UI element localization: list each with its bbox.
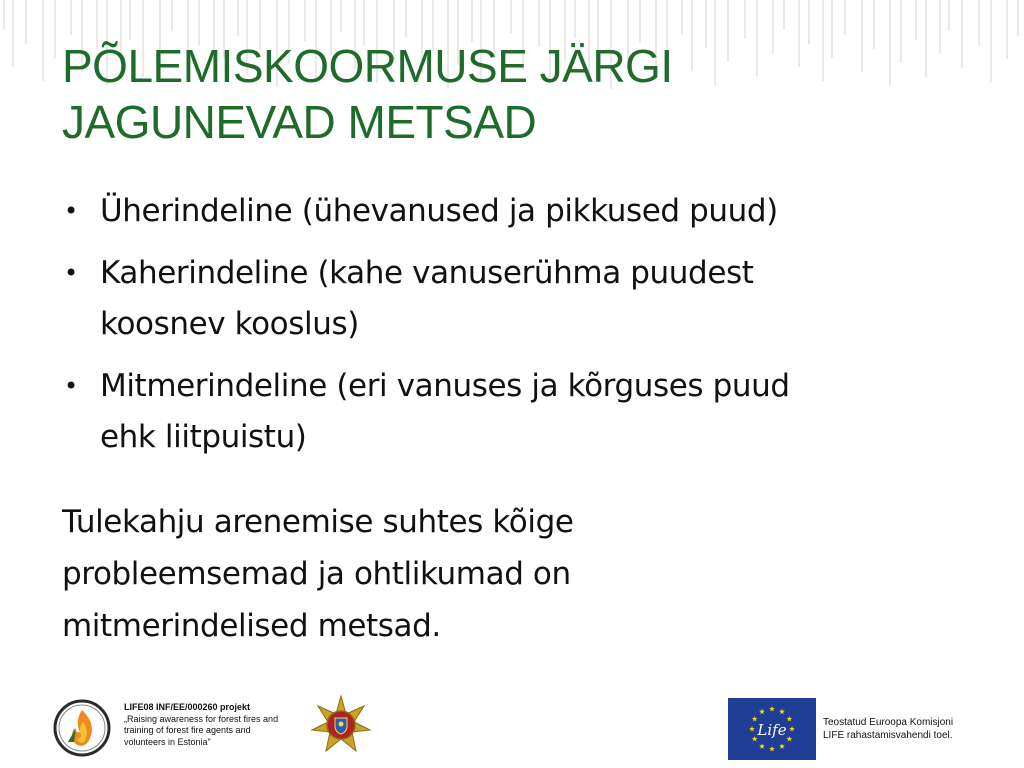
slide-title-line: PÕLEMISKOORMUSE JÄRGI bbox=[62, 40, 673, 92]
footer bbox=[0, 690, 1024, 768]
funding-line: Teostatud Euroopa Komisjoni bbox=[823, 717, 954, 728]
bullet-list bbox=[62, 186, 982, 474]
bullet-item bbox=[62, 248, 982, 350]
project-desc-line: volunteers in Estonia" bbox=[124, 736, 211, 747]
slide-title bbox=[62, 38, 1002, 150]
bullet-text: koosnev kooslus) bbox=[100, 306, 359, 342]
slide-title-line: JAGUNEVAD METSAD bbox=[62, 96, 537, 148]
bullet-text: Üherindeline (ühevanused ja pikkused puud) bbox=[100, 193, 778, 229]
bullet-text: ehk liitpuistu) bbox=[100, 419, 307, 455]
paragraph-line: Tulekahju arenemise suhtes kõige bbox=[62, 504, 574, 540]
bullet-text: Kaherindeline (kahe vanuserühma puudest bbox=[100, 255, 754, 291]
project-desc-line: training of forest fire agents and bbox=[124, 725, 251, 735]
bullet-text: Mitmerindeline (eri vanuses ja kõrguses puud bbox=[100, 368, 790, 404]
funding-note bbox=[823, 717, 1003, 742]
project-desc-line: „Raising awareness for forest fires and bbox=[124, 713, 279, 724]
eu-logo-text: Life bbox=[757, 721, 787, 739]
project-info bbox=[124, 702, 309, 748]
rescue-board-emblem-icon bbox=[310, 694, 372, 756]
bullet-dot: • bbox=[64, 197, 78, 225]
funding-line: LIFE rahastamisvahendi toel. bbox=[823, 729, 953, 741]
paragraph-line: mitmerindelised metsad. bbox=[62, 608, 441, 644]
bullet-dot: • bbox=[64, 259, 78, 287]
forest-fire-logo-icon bbox=[52, 698, 112, 758]
conclusion-paragraph bbox=[62, 496, 782, 652]
project-code: LIFE08 INF/EE/000260 projekt bbox=[124, 702, 251, 712]
bullet-item bbox=[62, 186, 982, 237]
bullet-dot: • bbox=[64, 372, 78, 400]
bullet-item bbox=[62, 361, 982, 463]
paragraph-line: probleemsemad ja ohtlikumad on bbox=[62, 556, 571, 592]
eu-life-flag-icon bbox=[728, 698, 816, 760]
